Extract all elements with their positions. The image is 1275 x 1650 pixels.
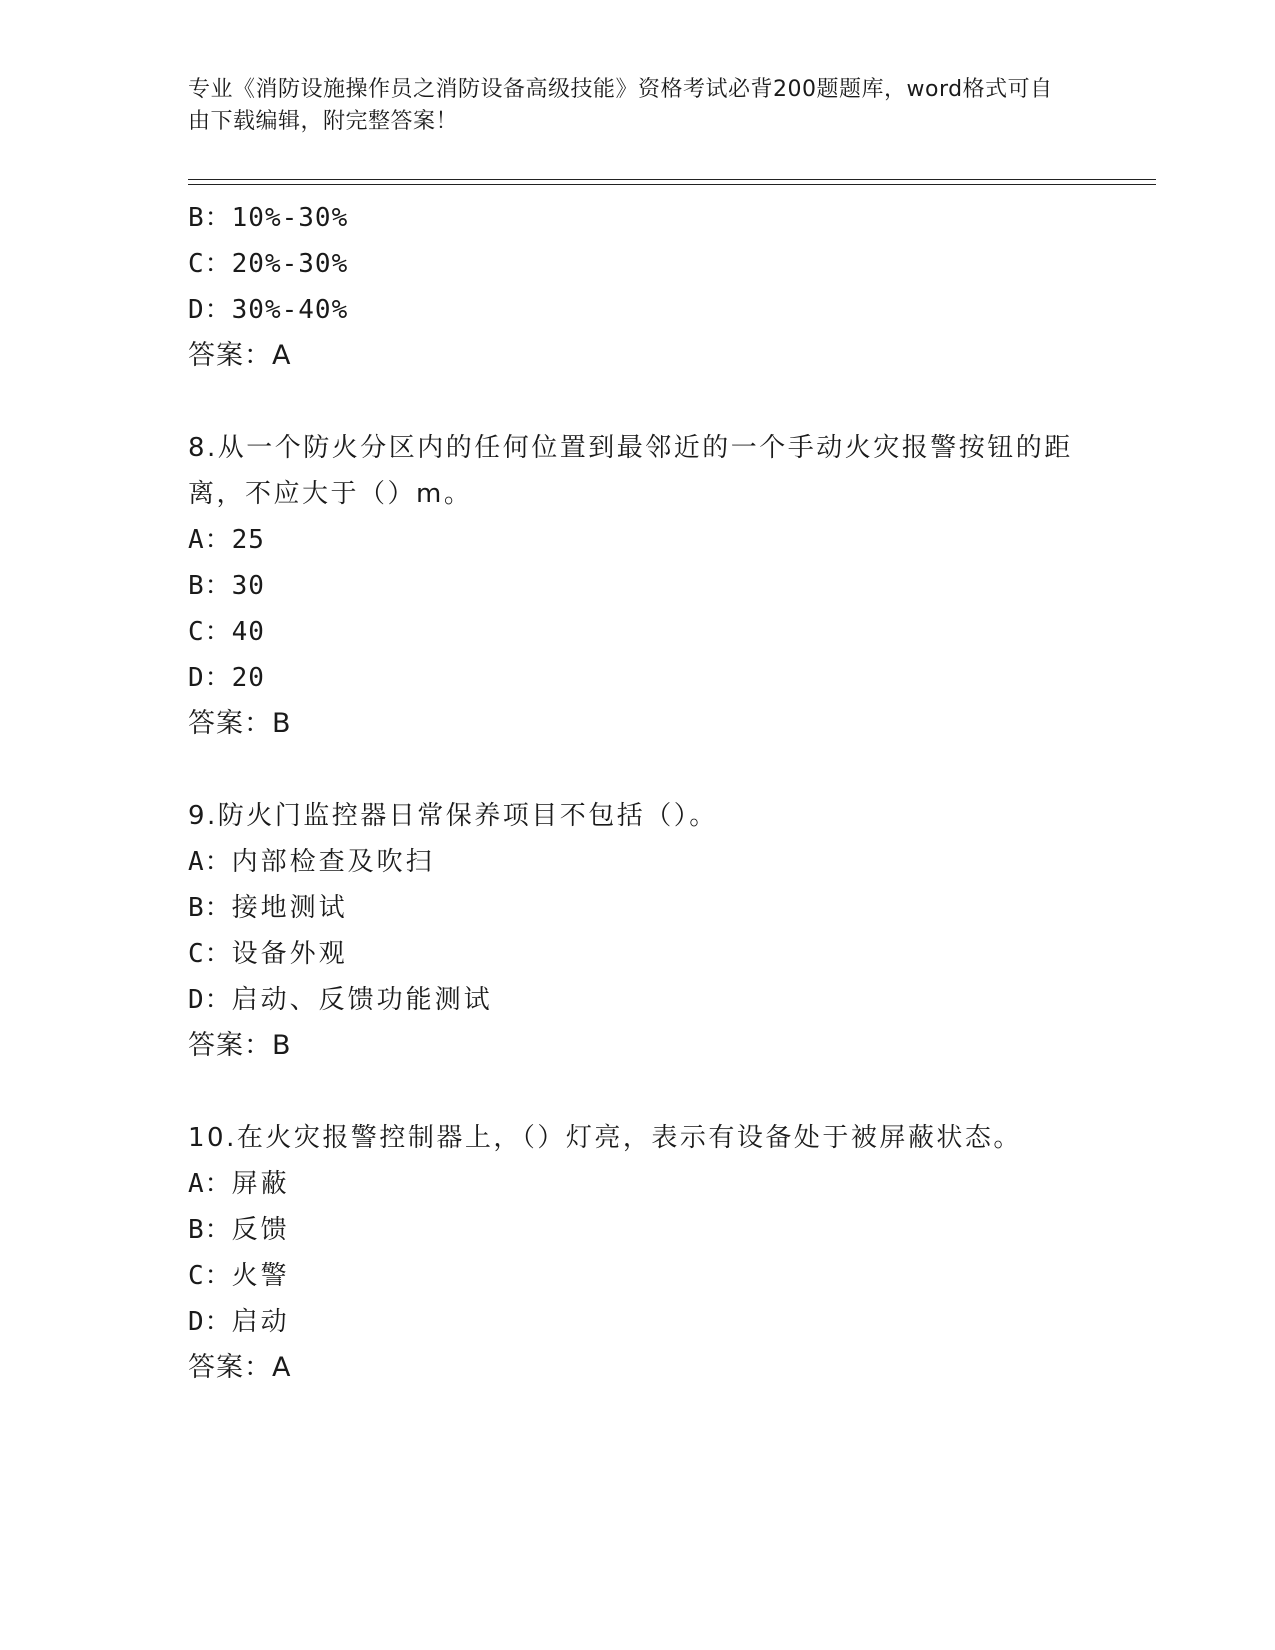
option-b: B：10%-30% bbox=[188, 203, 349, 233]
question-block-9 bbox=[188, 793, 1088, 1069]
spacer bbox=[188, 747, 1088, 793]
option-c: C：设备外观 bbox=[188, 939, 348, 969]
header-divider-top bbox=[188, 179, 1156, 180]
spacer bbox=[188, 1069, 1088, 1115]
header-divider-bottom bbox=[188, 184, 1156, 185]
option-c: C：火警 bbox=[188, 1261, 290, 1291]
question-block-8 bbox=[188, 425, 1088, 747]
question-stem: 10.在火灾报警控制器上，（）灯亮，表示有设备处于被屏蔽状态。 bbox=[188, 1123, 1022, 1153]
option-b: B：反馈 bbox=[188, 1215, 290, 1245]
question-stem: 8.从一个防火分区内的任何位置到最邻近的一个手动火灾报警按钮的距离，不应大于（）m。 bbox=[188, 433, 1073, 509]
option-a: A：内部检查及吹扫 bbox=[188, 847, 435, 877]
option-a: A：25 bbox=[188, 525, 265, 555]
spacer bbox=[188, 379, 1088, 425]
option-d: D：30%-40% bbox=[188, 295, 349, 325]
document-header: 专业《消防设施操作员之消防设备高级技能》资格考试必背200题题库，word格式可自由下载编辑，附完整答案！ bbox=[188, 77, 1053, 134]
answer-line: 答案：B bbox=[188, 1030, 292, 1061]
option-b: B：接地测试 bbox=[188, 893, 348, 923]
option-b: B：30 bbox=[188, 571, 265, 601]
answer-line: 答案：A bbox=[188, 340, 292, 371]
option-c: C：20%-30% bbox=[188, 249, 349, 279]
answer-line: 答案：B bbox=[188, 708, 292, 739]
question-list bbox=[188, 195, 1088, 1391]
option-d: D：启动、反馈功能测试 bbox=[188, 985, 493, 1015]
option-c: C：40 bbox=[188, 617, 265, 647]
option-d: D：启动 bbox=[188, 1307, 290, 1337]
question-block-prev bbox=[188, 195, 1088, 379]
question-stem: 9.防火门监控器日常保养项目不包括（）。 bbox=[188, 801, 718, 831]
option-a: A：屏蔽 bbox=[188, 1169, 290, 1199]
option-d: D：20 bbox=[188, 663, 265, 693]
answer-line: 答案：A bbox=[188, 1352, 292, 1383]
question-block-10 bbox=[188, 1115, 1088, 1391]
